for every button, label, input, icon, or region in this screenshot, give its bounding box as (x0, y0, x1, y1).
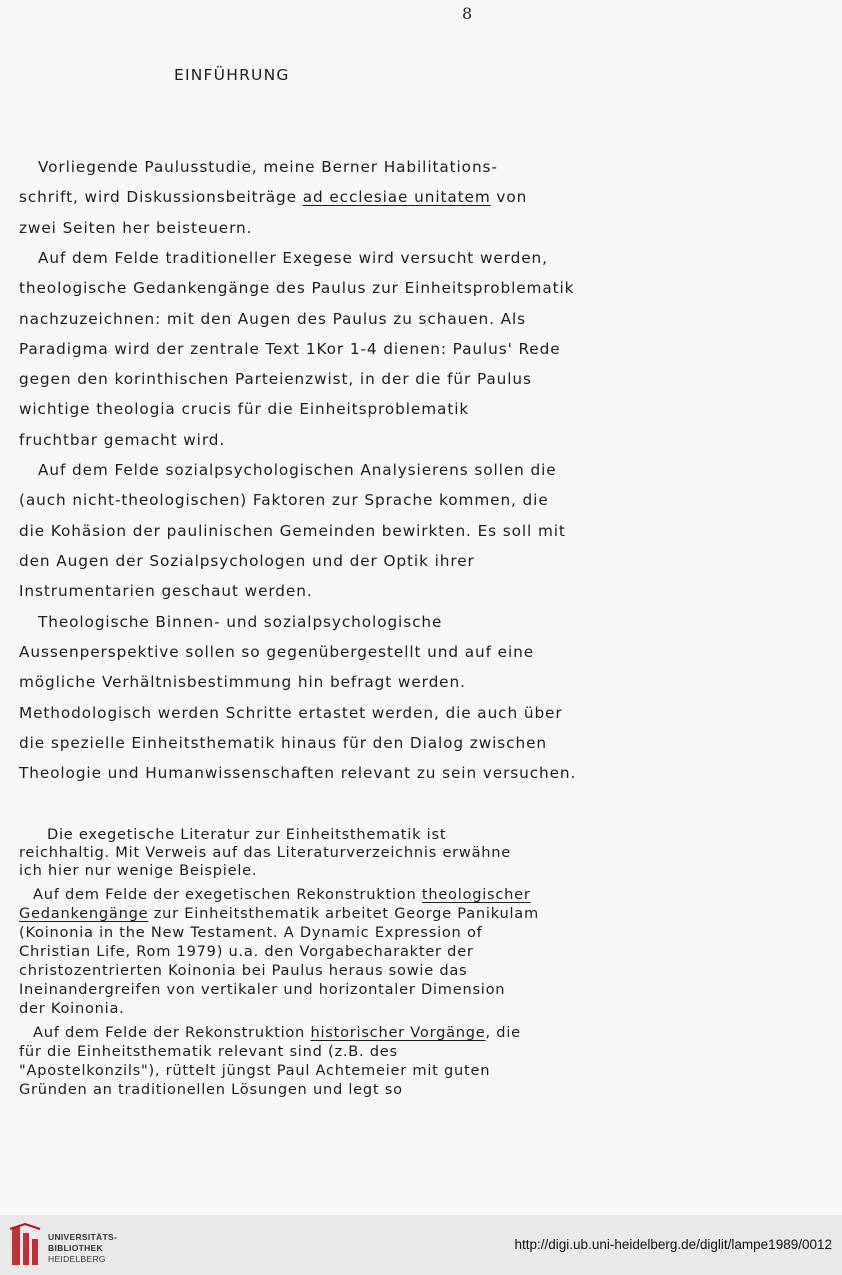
text-line: Ineinandergreifen von vertikaler und horizontaler Dimension (19, 981, 506, 998)
text-line: christozentrierten Koinonia bei Paulus heraus sowie das (19, 962, 468, 979)
text-line: Instrumentarien geschaut werden. (19, 582, 313, 600)
text-line: Aussenperspektive sollen so gegenübergestellt und auf eine (19, 643, 535, 661)
emphasis-underlined: theologischer (421, 886, 531, 903)
text-line: Auf dem Felde traditioneller Exegese wird versucht werden, (38, 249, 548, 267)
text-line: die spezielle Einheitsthematik hinaus für den Dialog zwischen (19, 734, 547, 752)
text-line: Gedankengänge zur Einheitsthematik arbeitet George Panikulam (19, 905, 539, 922)
text-line: Auf dem Felde sozialpsychologischen Analysierens sollen die (38, 461, 557, 479)
emphasis-underlined: Gedankengänge (19, 905, 149, 922)
text-line: gegen den korinthischen Parteienzwist, in der die für Paulus (19, 370, 532, 388)
text-line: "Apostelkonzils"), rüttelt jüngst Paul Achtemeier mit guten (19, 1062, 491, 1079)
text-line: der Koinonia. (19, 1000, 125, 1017)
text-line: für die Einheitsthematik relevant sind (z.B. des (19, 1043, 398, 1060)
text-line: schrift, wird Diskussionsbeiträge ad ecclesiae unitatem von (19, 188, 528, 206)
text-line: (Koinonia in the New Testament. A Dynamic Expression of (19, 924, 483, 941)
text-line: theologische Gedankengänge des Paulus zur Einheitsproblematik (19, 279, 575, 297)
text-line: fruchtbar gemacht wird. (19, 431, 226, 449)
text-line: (auch nicht-theologischen) Faktoren zur Sprache kommen, die (19, 491, 549, 509)
page-number: 8 (462, 4, 473, 23)
text-line: Theologische Binnen- und sozialpsychologische (38, 613, 443, 631)
text-line: ich hier nur wenige Beispiele. (19, 862, 258, 879)
text-line: die Kohäsion der paulinischen Gemeinden bewirkten. Es soll mit (19, 522, 566, 540)
text-line: mögliche Verhältnisbestimmung hin befragt werden. (19, 673, 466, 691)
page-title: EINFÜHRUNG (174, 66, 290, 84)
library-name-line: HEIDELBERG (48, 1254, 106, 1264)
library-footer (0, 1215, 842, 1275)
text-line: Vorliegende Paulusstudie, meine Berner Habilitations- (38, 158, 498, 176)
emphasis-underlined: historischer Vorgänge (310, 1024, 486, 1041)
text-line: Auf dem Felde der exegetischen Rekonstruktion theologischer (33, 886, 531, 903)
text-line: den Augen der Sozialpsychologen und der Optik ihrer (19, 552, 475, 570)
library-name-line: UNIVERSITÄTS- (48, 1232, 118, 1242)
text-line: wichtige theologia crucis für die Einheitsproblematik (19, 400, 470, 418)
text-line: Gründen an traditionellen Lösungen und legt so (19, 1081, 403, 1098)
text-line: Die exegetische Literatur zur Einheitsthematik ist (47, 826, 447, 843)
text-line: Theologie und Humanwissenschaften relevant zu sein versuchen. (19, 764, 577, 782)
text-line: nachzuzeichnen: mit den Augen des Paulus zu schauen. Als (19, 310, 527, 328)
text-line: reichhaltig. Mit Verweis auf das Literaturverzeichnis erwähne (19, 844, 512, 861)
permalink-url[interactable]: http://digi.ub.uni-heidelberg.de/diglit/lampe1989/0012 (514, 1237, 832, 1252)
library-name-line: BIBLIOTHEK (48, 1243, 103, 1253)
emphasis-underlined: ad ecclesiae unitatem (302, 188, 491, 206)
text-line: Auf dem Felde der Rekonstruktion historischer Vorgänge, die (33, 1024, 521, 1041)
text-line: Methodologisch werden Schritte ertastet werden, die auch über (19, 704, 563, 722)
text-line: Christian Life, Rom 1979) u.a. den Vorgabecharakter der (19, 943, 474, 960)
library-logo-icon (8, 1223, 42, 1269)
text-line: zwei Seiten her beisteuern. (19, 219, 253, 237)
text-line: Paradigma wird der zentrale Text 1Kor 1-4 dienen: Paulus' Rede (19, 340, 561, 358)
